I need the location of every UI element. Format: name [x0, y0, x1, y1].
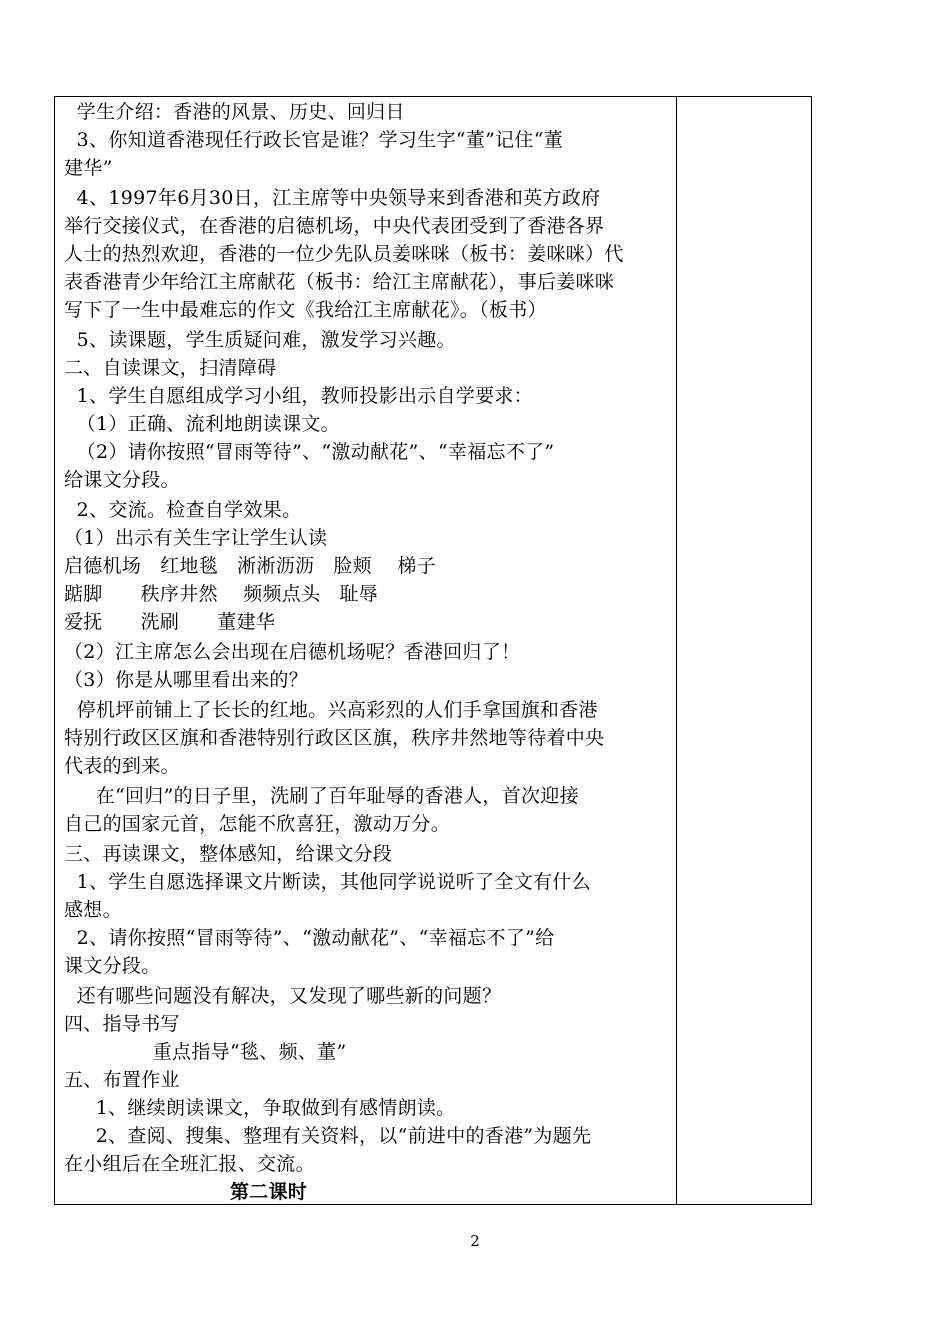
text-line: 给课文分段。	[64, 469, 180, 491]
text-line: （1）出示有关生字让学生认读	[64, 527, 328, 549]
text-line: 感想。	[64, 899, 122, 921]
text-line: 学生介绍：香港的风景、历史、回归日	[64, 101, 405, 123]
text-line: 停机坪前铺上了长长的红地。兴高彩烈的人们手拿国旗和香港	[64, 699, 598, 721]
section-heading: 三、再读课文，整体感知，给课文分段	[64, 843, 393, 865]
text-line: 2、请你按照“冒雨等待”、“激动献花”、“幸福忘不了”给	[64, 927, 555, 949]
text-line: 代表的到来。	[64, 755, 180, 777]
text-line: 3、你知道香港现任行政长官是谁？学习生字“董”记住“董	[64, 129, 564, 151]
text-line: （1）正确、流利地朗读课文。	[64, 413, 340, 435]
text-line: 特别行政区区旗和香港特别行政区区旗，秩序井然地等待着中央	[64, 727, 605, 749]
text-line: 重点指导“毯、频、董”	[64, 1041, 347, 1063]
text-line: 还有哪些问题没有解决，又发现了哪些新的问题？	[64, 985, 502, 1007]
text-line: 课文分段。	[64, 955, 161, 977]
text-line: （3）你是从哪里看出来的？	[64, 669, 308, 691]
text-line: 1、继续朗读课文，争取做到有感情朗读。	[64, 1097, 456, 1119]
text-line: 1、学生自愿选择课文片断读，其他同学说说听了全文有什么	[64, 871, 591, 893]
vocab-line: 启德机场 红地毯 淅淅沥沥 脸颊 梯子	[64, 555, 436, 577]
section-heading: 二、自读课文，扫清障碍	[64, 357, 277, 379]
text-line: 建华”	[64, 157, 113, 179]
vocab-line: 爱抚 洗刷 董建华	[64, 611, 276, 633]
lesson-period-heading: 第二课时	[64, 1181, 308, 1203]
text-line: 在小组后在全班汇报、交流。	[64, 1153, 315, 1175]
page-number: 2	[470, 1232, 480, 1250]
text-line: 举行交接仪式，在香港的启德机场，中央代表团受到了香港各界	[64, 215, 605, 237]
text-line: 自己的国家元首，怎能不欣喜狂，激动万分。	[64, 813, 451, 835]
text-line: （2）请你按照“冒雨等待”、“激动献花”、“幸福忘不了”	[64, 441, 555, 463]
text-line: 4、1997年6月30日，江主席等中央领导来到香港和英方政府	[64, 187, 601, 209]
text-line: 1、学生自愿组成学习小组，教师投影出示自学要求：	[64, 385, 533, 407]
text-line: 写下了一生中最难忘的作文《我给江主席献花》。（板书）	[64, 299, 547, 321]
text-line: 2、交流。检查自学效果。	[64, 499, 302, 521]
text-line: 2、查阅、搜集、整理有关资料，以“前进中的香港”为题先	[64, 1125, 592, 1147]
table-column-divider	[676, 96, 677, 1205]
text-line: 5、读课题，学生质疑问难，激发学习兴趣。	[64, 329, 456, 351]
text-line: （2）江主席怎么会出现在启德机场呢？香港回归了！	[64, 641, 521, 663]
text-line: 在“回归”的日子里，洗刷了百年耻辱的香港人，首次迎接	[64, 785, 579, 807]
vocab-line: 踮脚 秩序井然 频频点头 耻辱	[64, 583, 379, 605]
section-heading: 四、指导书写	[64, 1013, 180, 1035]
section-heading: 五、布置作业	[64, 1069, 180, 1091]
text-line: 人士的热烈欢迎，香港的一位少先队员姜咪咪（板书：姜咪咪）代	[64, 243, 624, 265]
text-line: 表香港青少年给江主席献花（板书：给江主席献花），事后姜咪咪	[64, 271, 615, 293]
